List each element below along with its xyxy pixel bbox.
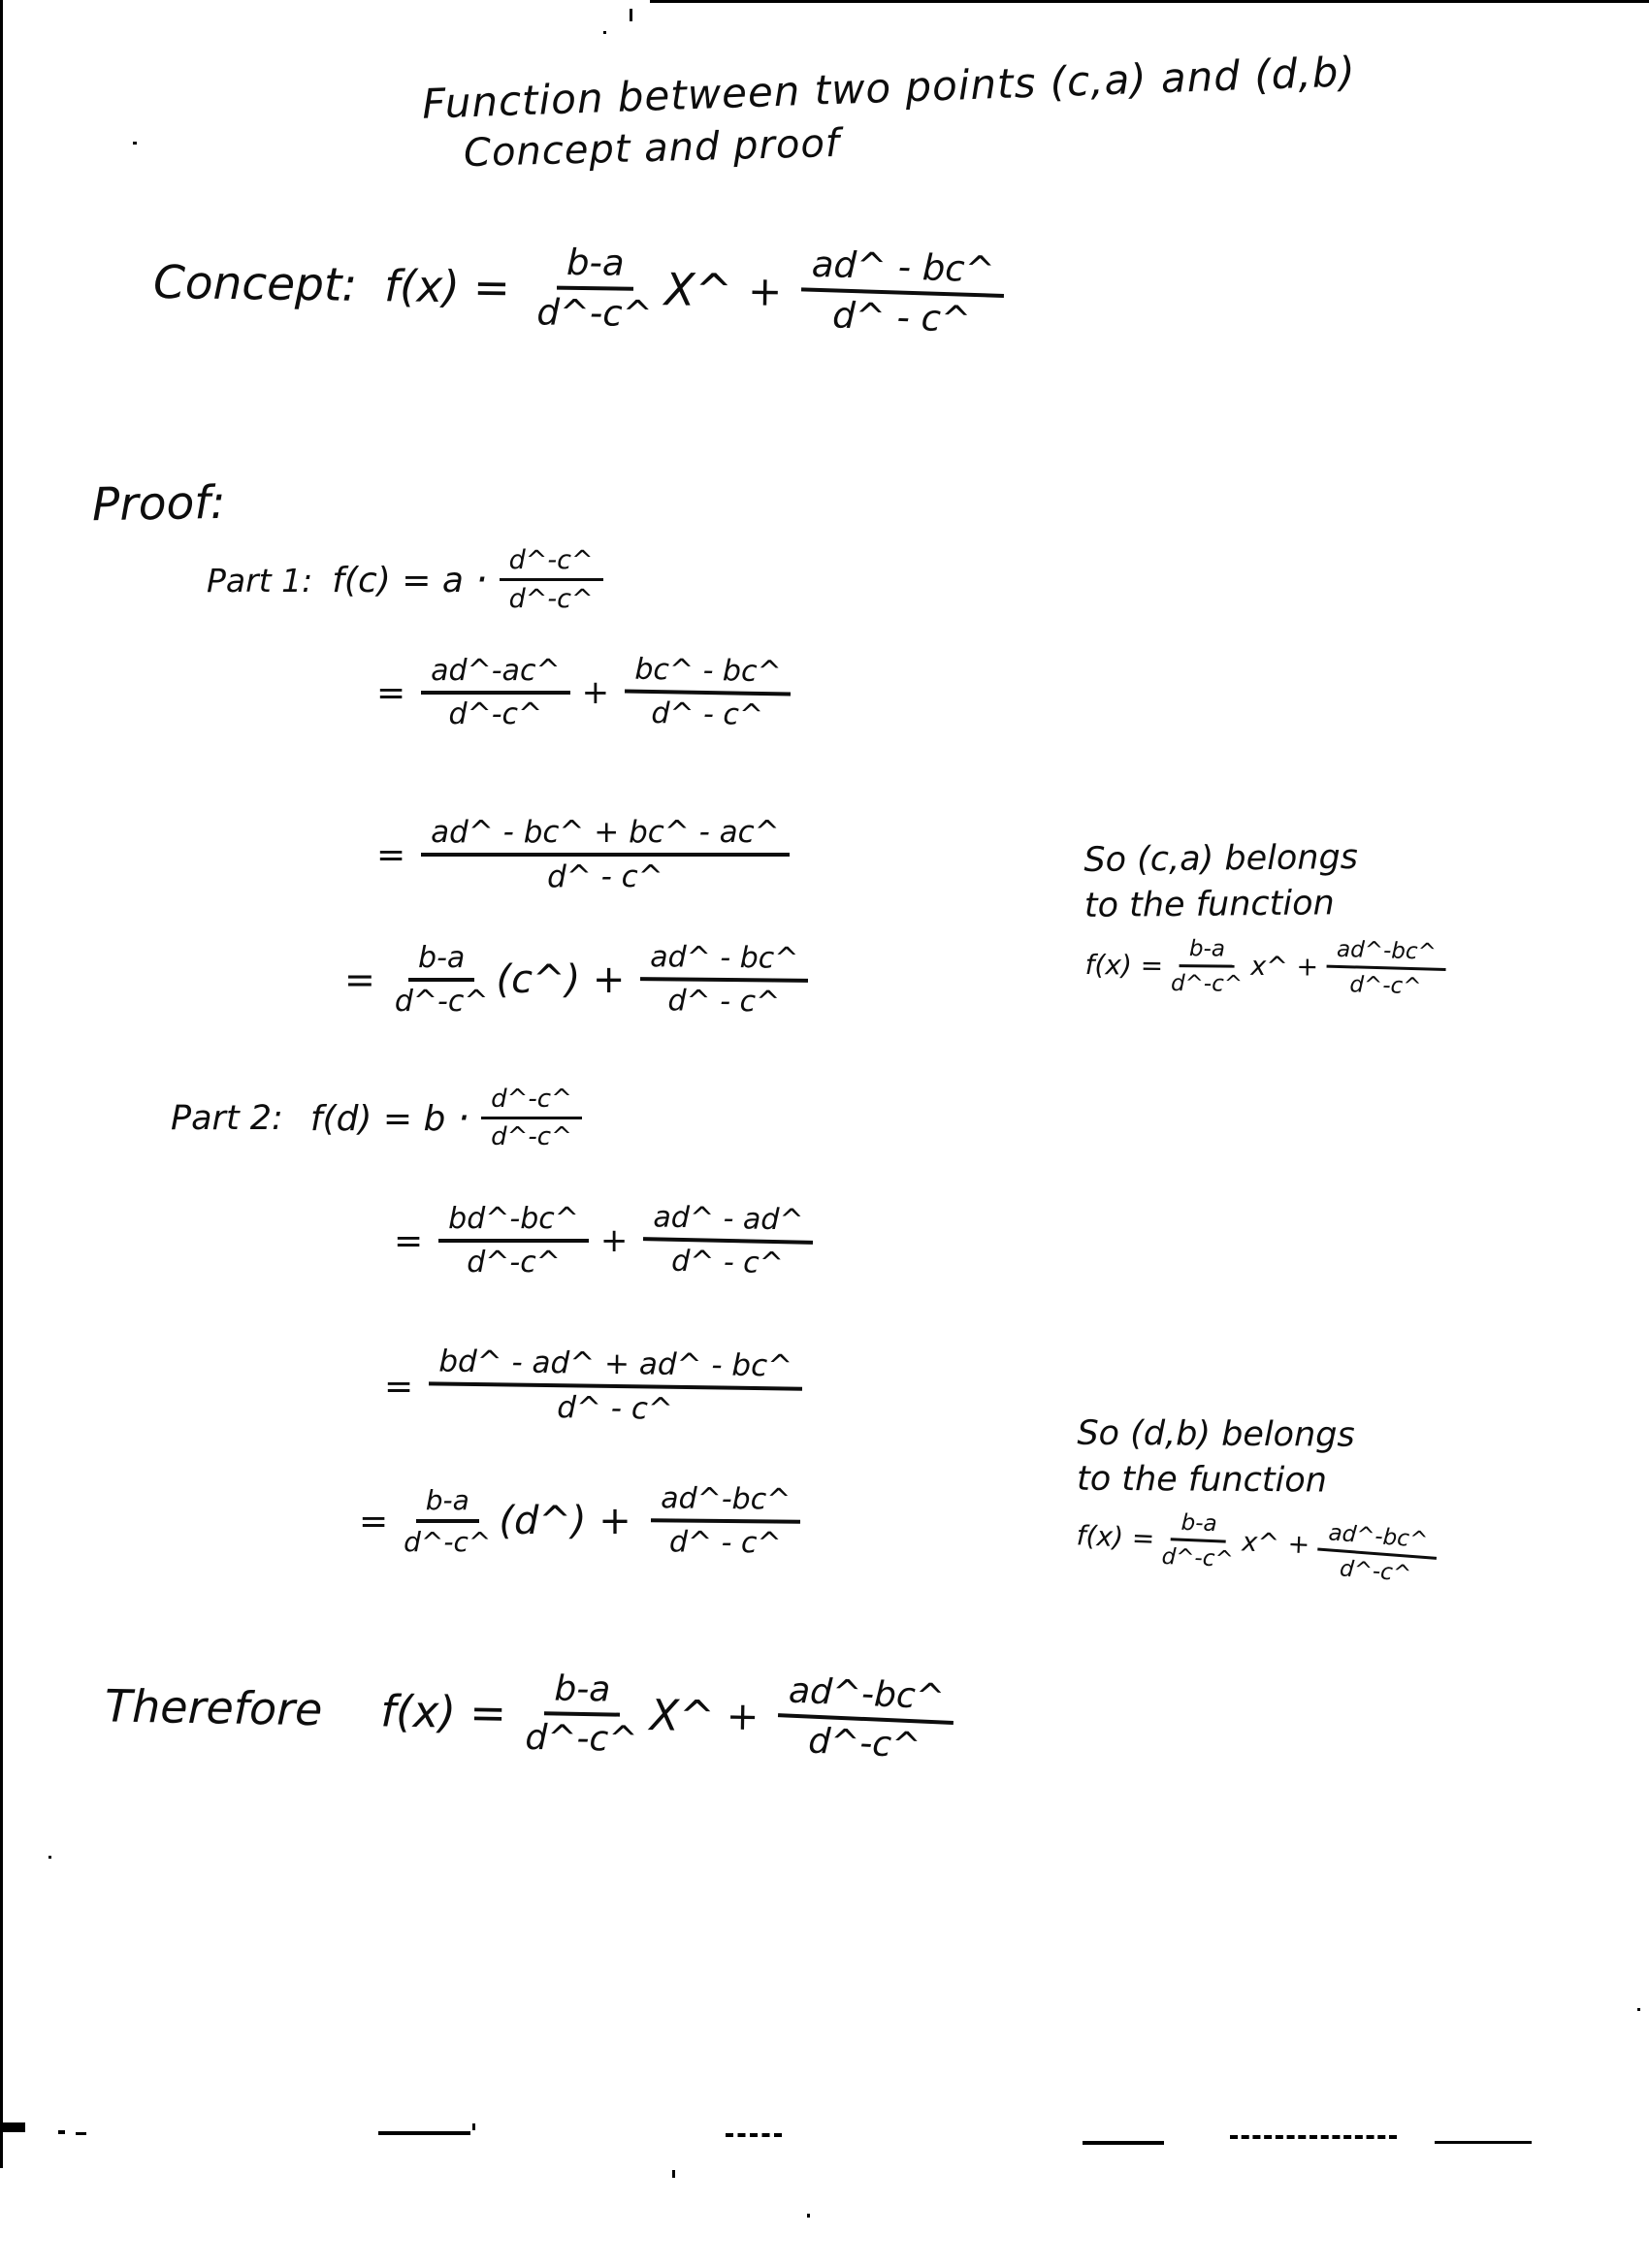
fraction xyxy=(650,1483,800,1559)
scan-speck xyxy=(133,142,137,145)
margin-note-1 xyxy=(1083,834,1445,998)
page-title-line2: Concept and proof xyxy=(463,120,841,177)
fraction-denominator: d^-c^ xyxy=(508,584,594,615)
fraction-numerator: b-a xyxy=(1180,937,1235,968)
parenthesized-term: (c^) + xyxy=(496,957,626,1002)
part2-label: Part 2: xyxy=(171,1099,283,1139)
scan-speck xyxy=(472,2123,475,2130)
scan-artifact-corner xyxy=(0,2122,25,2132)
note-equation xyxy=(1084,936,1445,998)
plus-operator: + xyxy=(726,1694,760,1740)
equals-sign: = xyxy=(344,958,375,1001)
dot-operator: · xyxy=(474,558,488,603)
equation-lhs: f(c) = a xyxy=(332,560,464,600)
scan-artifact-dash xyxy=(378,2131,470,2135)
plus-operator: + xyxy=(581,673,610,712)
fraction xyxy=(500,547,603,614)
fraction-numerator: b-a xyxy=(557,244,634,291)
fraction-denominator: d^ - c^ xyxy=(667,983,781,1020)
fraction-denominator: d^-c^ xyxy=(1348,971,1422,999)
x-term: X^ xyxy=(663,263,733,317)
fraction-numerator: ad^ - bc^ + bc^ - ac^ xyxy=(421,817,790,857)
part1-step2 xyxy=(376,817,790,892)
function-lhs: f(x) = xyxy=(379,1685,507,1739)
fraction-denominator: d^-c^ xyxy=(404,1525,492,1558)
fraction-numerator: ad^ - bc^ xyxy=(640,942,809,982)
plus-operator: + xyxy=(747,267,783,315)
part2-step3 xyxy=(359,1481,800,1561)
fraction xyxy=(525,1670,638,1759)
equation-lhs: f(d) = b xyxy=(309,1098,446,1139)
function-lhs: f(x) = xyxy=(1084,948,1164,982)
note-line: So (c,a) belongs xyxy=(1083,837,1359,880)
part2-step2 xyxy=(384,1344,802,1427)
scan-artifact-dash xyxy=(726,2133,782,2137)
scan-speck xyxy=(672,2170,675,2178)
fraction xyxy=(481,1086,582,1151)
fraction-denominator: d^-c^ xyxy=(1338,1555,1412,1587)
scan-artifact-top-edge xyxy=(650,0,1649,3)
note-line: to the function xyxy=(1076,1459,1328,1501)
fraction-denominator: d^-c^ xyxy=(491,1122,572,1152)
fraction xyxy=(404,1486,491,1556)
scan-speck xyxy=(603,31,606,34)
equals-sign: = xyxy=(384,1366,414,1407)
fraction xyxy=(1325,937,1445,999)
margin-note-2 xyxy=(1076,1411,1437,1587)
fraction-numerator: bd^-bc^ xyxy=(438,1204,589,1243)
equals-sign: = xyxy=(376,834,406,875)
fraction xyxy=(1171,936,1244,995)
fraction-numerator: d^-c^ xyxy=(481,1086,582,1119)
scan-artifact-dash xyxy=(1435,2141,1532,2144)
fraction-denominator: d^-c^ xyxy=(448,697,543,731)
function-lhs: f(x) = xyxy=(383,260,511,313)
equals-sign: = xyxy=(376,672,406,713)
fraction-denominator: d^ - c^ xyxy=(831,294,972,340)
subtitle-block xyxy=(463,121,840,176)
fraction-numerator: ad^-bc^ xyxy=(778,1672,955,1725)
scan-artifact-dash xyxy=(1230,2135,1397,2139)
scan-artifact-left-edge xyxy=(0,0,3,2168)
fraction-numerator: ad^-bc^ xyxy=(1317,1520,1439,1559)
fraction-numerator: d^-c^ xyxy=(500,547,603,581)
fraction xyxy=(640,942,809,1018)
page-title-line1: Function between two points (c,a) and (d,b) xyxy=(421,48,1357,128)
fraction-numerator: bd^ - ad^ + ad^ - bc^ xyxy=(429,1345,802,1390)
part2-step1 xyxy=(394,1200,813,1280)
concept-equation xyxy=(152,239,1004,339)
part1-label: Part 1: xyxy=(207,561,313,599)
note-equation xyxy=(1076,1507,1439,1587)
fraction-numerator: ad^ - ad^ xyxy=(643,1202,814,1244)
therefore-label: Therefore xyxy=(104,1679,323,1736)
fraction-denominator: d^ - c^ xyxy=(671,1244,785,1280)
fraction xyxy=(421,817,790,892)
fraction-denominator: d^ - c^ xyxy=(668,1524,782,1561)
scan-speck xyxy=(807,2214,810,2218)
fraction xyxy=(429,1345,803,1426)
fraction-denominator: d^-c^ xyxy=(807,1721,922,1766)
fraction-denominator: d^-c^ xyxy=(1170,970,1244,997)
fraction xyxy=(1161,1509,1236,1571)
fraction xyxy=(777,1672,956,1766)
fraction-numerator: ad^ - bc^ xyxy=(801,245,1005,297)
title-block xyxy=(421,48,1356,128)
proof-label: Proof: xyxy=(91,475,227,533)
fraction xyxy=(536,243,653,333)
fraction-denominator: d^-c^ xyxy=(536,291,653,335)
fraction-numerator: b-a xyxy=(416,1486,479,1522)
scan-speck xyxy=(630,9,632,21)
x-term: x^ + xyxy=(1250,951,1319,982)
fraction-numerator: ad^-bc^ xyxy=(1326,937,1446,971)
scan-artifact-dash xyxy=(1083,2141,1164,2145)
scan-speck xyxy=(58,2130,65,2134)
note-line: So (d,b) belongs xyxy=(1077,1413,1355,1455)
part1-setup xyxy=(207,547,603,614)
x-term: x^ + xyxy=(1241,1526,1310,1560)
fraction xyxy=(624,652,792,732)
fraction xyxy=(395,943,489,1017)
plus-operator: + xyxy=(599,1221,629,1260)
part1-step3 xyxy=(344,940,809,1020)
equals-sign: = xyxy=(394,1220,424,1261)
fraction-numerator: bc^ - bc^ xyxy=(625,655,792,696)
fraction-numerator: ad^-bc^ xyxy=(651,1483,800,1523)
scan-speck xyxy=(48,1856,51,1859)
fraction xyxy=(643,1202,815,1280)
part2-setup xyxy=(171,1086,582,1151)
fraction xyxy=(438,1204,589,1278)
proof-heading xyxy=(92,476,227,532)
conclusion-equation xyxy=(104,1663,954,1764)
fraction-denominator: d^-c^ xyxy=(525,1717,638,1760)
part1-step1 xyxy=(376,652,791,732)
fraction-denominator: d^-c^ xyxy=(1161,1543,1235,1572)
concept-label: Concept: xyxy=(152,255,358,312)
fraction-numerator: b-a xyxy=(408,943,474,982)
function-lhs: f(x) = xyxy=(1076,1518,1156,1555)
fraction-denominator: d^-c^ xyxy=(394,984,489,1019)
fraction xyxy=(421,656,569,729)
note-line: to the function xyxy=(1083,884,1335,926)
fraction-numerator: b-a xyxy=(544,1670,621,1716)
fraction-denominator: d^-c^ xyxy=(467,1245,561,1280)
fraction-numerator: ad^-ac^ xyxy=(421,656,569,695)
fraction xyxy=(800,245,1006,340)
fraction xyxy=(1314,1520,1438,1588)
x-term: X^ xyxy=(649,1690,716,1742)
scan-speck xyxy=(76,2132,86,2135)
dot-operator: · xyxy=(457,1096,470,1142)
scan-speck xyxy=(1637,2008,1640,2011)
fraction-numerator: b-a xyxy=(1171,1510,1227,1543)
equals-sign: = xyxy=(359,1501,389,1541)
fraction-denominator: d^ - c^ xyxy=(547,859,663,894)
parenthesized-term: (d^) + xyxy=(499,1499,631,1543)
fraction-denominator: d^ - c^ xyxy=(651,696,764,732)
fraction-denominator: d^ - c^ xyxy=(557,1389,674,1427)
